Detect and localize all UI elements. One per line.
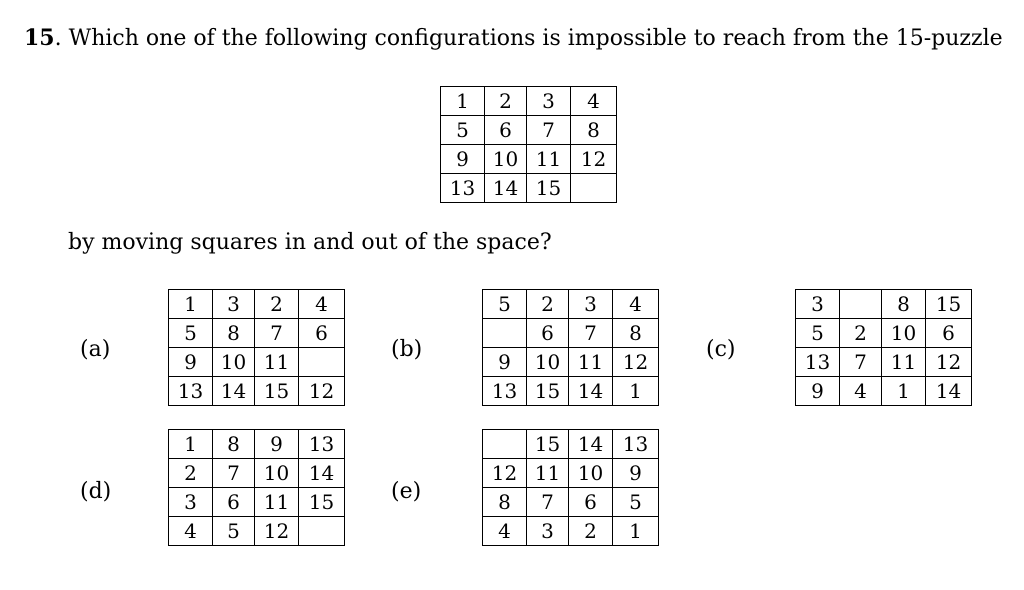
grid-cell: 14	[569, 377, 613, 406]
grid-row	[169, 348, 345, 377]
grid-cell: 11	[255, 488, 299, 517]
question-number: 15	[24, 25, 55, 51]
grid-row	[796, 319, 972, 348]
grid-row	[441, 87, 617, 116]
grid-cell: 12	[613, 348, 659, 377]
grid-cell: 9	[483, 348, 527, 377]
grid-cell: 5	[796, 319, 840, 348]
grid-cell: 2	[485, 87, 527, 116]
grid-row	[796, 377, 972, 406]
grid-cell: 3	[796, 290, 840, 319]
grid-cell: 9	[255, 430, 299, 459]
grid-cell: 3	[569, 290, 613, 319]
grid-row	[169, 430, 345, 459]
grid-cell-empty	[299, 348, 345, 377]
grid-cell: 6	[299, 319, 345, 348]
grid-row	[169, 517, 345, 546]
grid-cell: 1	[882, 377, 926, 406]
grid-cell: 12	[483, 459, 527, 488]
grid-cell: 14	[213, 377, 255, 406]
grid-cell-empty	[483, 319, 527, 348]
grid-cell: 6	[569, 488, 613, 517]
grid-cell: 15	[299, 488, 345, 517]
grid-cell: 8	[213, 430, 255, 459]
grid-cell-empty	[840, 290, 882, 319]
grid-row	[483, 377, 659, 406]
grid-cell: 5	[441, 116, 485, 145]
grid-cell: 8	[613, 319, 659, 348]
grid-cell: 10	[569, 459, 613, 488]
grid-cell: 10	[485, 145, 527, 174]
grid-row	[483, 319, 659, 348]
grid-cell: 8	[213, 319, 255, 348]
grid-row	[796, 348, 972, 377]
grid-row	[169, 459, 345, 488]
grid-cell: 9	[796, 377, 840, 406]
option-c-label: (c)	[706, 337, 736, 362]
grid-cell-empty	[571, 174, 617, 203]
grid-cell: 1	[169, 290, 213, 319]
grid-row	[483, 290, 659, 319]
grid-cell: 4	[169, 517, 213, 546]
grid-cell: 2	[169, 459, 213, 488]
grid-cell: 3	[213, 290, 255, 319]
grid-cell-empty	[483, 430, 527, 459]
grid-row	[441, 174, 617, 203]
grid-cell: 12	[926, 348, 972, 377]
grid-cell: 2	[569, 517, 613, 546]
grid-cell: 1	[613, 517, 659, 546]
grid-cell: 4	[613, 290, 659, 319]
grid-cell: 2	[840, 319, 882, 348]
grid-cell: 5	[483, 290, 527, 319]
grid-cell: 14	[299, 459, 345, 488]
grid-cell: 13	[483, 377, 527, 406]
question-text: . Which one of the following configurations is impossible to reach from the 15-puzzle	[54, 26, 1003, 51]
grid-cell: 7	[213, 459, 255, 488]
grid-cell: 10	[213, 348, 255, 377]
grid-row	[169, 488, 345, 517]
grid-cell: 13	[299, 430, 345, 459]
grid-cell: 8	[483, 488, 527, 517]
grid-cell: 4	[571, 87, 617, 116]
grid-cell: 10	[527, 348, 569, 377]
grid-cell: 13	[796, 348, 840, 377]
grid-cell: 9	[169, 348, 213, 377]
grid-cell: 15	[926, 290, 972, 319]
grid-cell: 13	[441, 174, 485, 203]
grid-row	[441, 116, 617, 145]
grid-cell: 11	[527, 145, 571, 174]
option-b-label: (b)	[391, 337, 423, 362]
grid-cell: 6	[527, 319, 569, 348]
grid-cell: 2	[255, 290, 299, 319]
grid-cell: 7	[255, 319, 299, 348]
grid-row	[169, 319, 345, 348]
option-d-grid	[168, 429, 345, 546]
grid-cell: 3	[527, 87, 571, 116]
grid-cell: 12	[255, 517, 299, 546]
grid-cell: 6	[485, 116, 527, 145]
grid-cell: 10	[255, 459, 299, 488]
grid-cell: 4	[299, 290, 345, 319]
grid-row	[483, 430, 659, 459]
grid-cell: 12	[571, 145, 617, 174]
grid-row	[483, 517, 659, 546]
grid-cell: 15	[255, 377, 299, 406]
grid-row	[483, 459, 659, 488]
option-b-grid	[482, 289, 659, 406]
grid-row	[483, 348, 659, 377]
grid-row	[483, 488, 659, 517]
grid-cell: 4	[483, 517, 527, 546]
grid-row	[169, 377, 345, 406]
grid-cell: 9	[613, 459, 659, 488]
grid-cell: 15	[527, 430, 569, 459]
grid-cell: 8	[571, 116, 617, 145]
grid-cell: 14	[926, 377, 972, 406]
grid-cell: 3	[169, 488, 213, 517]
grid-row	[169, 290, 345, 319]
grid-cell: 1	[613, 377, 659, 406]
option-a-label: (a)	[80, 337, 111, 362]
option-e-grid	[482, 429, 659, 546]
grid-cell: 9	[441, 145, 485, 174]
grid-cell-empty	[299, 517, 345, 546]
question-continuation: by moving squares in and out of the space?	[68, 230, 552, 255]
grid-cell: 2	[527, 290, 569, 319]
grid-cell: 11	[569, 348, 613, 377]
grid-cell: 6	[926, 319, 972, 348]
grid-cell: 11	[527, 459, 569, 488]
grid-cell: 7	[840, 348, 882, 377]
option-a-grid	[168, 289, 345, 406]
grid-cell: 14	[485, 174, 527, 203]
grid-cell: 5	[213, 517, 255, 546]
grid-cell: 14	[569, 430, 613, 459]
grid-row	[796, 290, 972, 319]
option-c-grid	[795, 289, 972, 406]
grid-cell: 3	[527, 517, 569, 546]
grid-cell: 4	[840, 377, 882, 406]
grid-cell: 15	[527, 174, 571, 203]
grid-cell: 11	[255, 348, 299, 377]
grid-cell: 8	[882, 290, 926, 319]
grid-cell: 11	[882, 348, 926, 377]
grid-row	[441, 145, 617, 174]
start-grid	[440, 86, 617, 203]
grid-cell: 13	[169, 377, 213, 406]
grid-cell: 1	[169, 430, 213, 459]
grid-cell: 13	[613, 430, 659, 459]
grid-cell: 12	[299, 377, 345, 406]
grid-cell: 1	[441, 87, 485, 116]
grid-cell: 5	[169, 319, 213, 348]
grid-cell: 10	[882, 319, 926, 348]
grid-cell: 6	[213, 488, 255, 517]
option-e-label: (e)	[391, 479, 422, 504]
question-line	[24, 26, 1003, 51]
grid-cell: 15	[527, 377, 569, 406]
option-d-label: (d)	[80, 479, 112, 504]
grid-cell: 5	[613, 488, 659, 517]
grid-cell: 7	[569, 319, 613, 348]
grid-cell: 7	[527, 116, 571, 145]
grid-cell: 7	[527, 488, 569, 517]
